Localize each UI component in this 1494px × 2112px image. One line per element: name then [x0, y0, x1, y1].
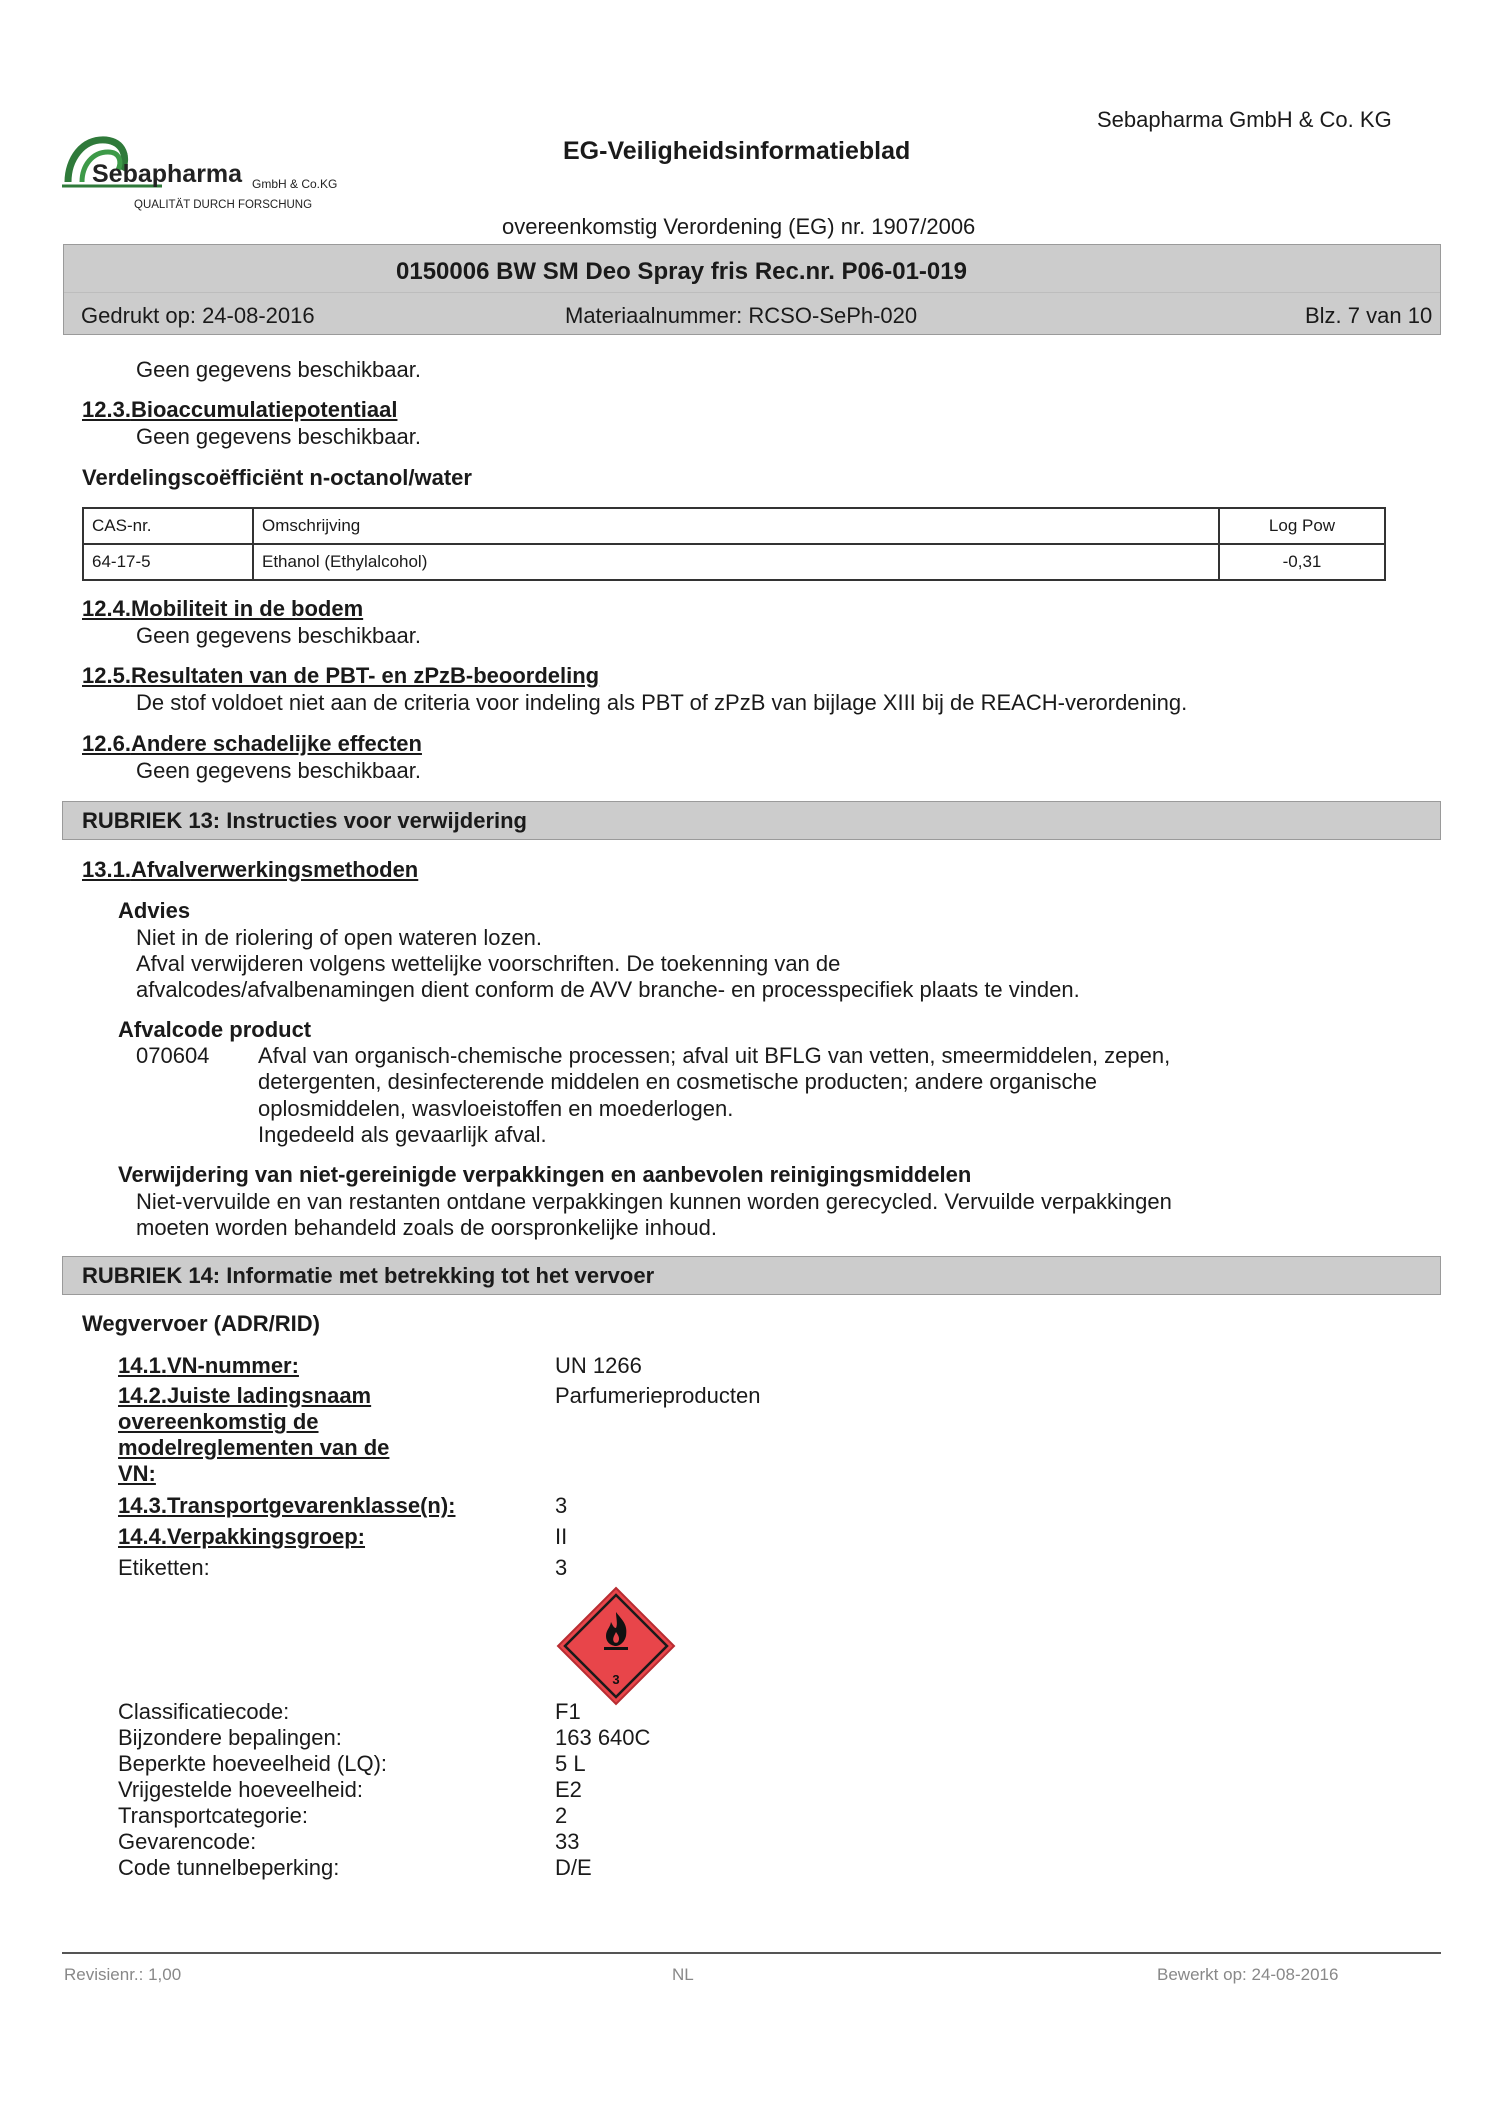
detail-value: D/E — [555, 1855, 592, 1880]
language-code: NL — [672, 1965, 694, 1984]
regulation-reference: overeenkomstig Verordening (EG) nr. 1907/2006 — [502, 214, 976, 239]
section-title-line: VN: — [118, 1461, 156, 1486]
table-cell: 64-17-5 — [83, 544, 253, 580]
advies-line: Niet in de riolering of open wateren lozen. — [136, 925, 543, 950]
company-logo — [62, 130, 362, 215]
section-number: 12.3. — [82, 397, 131, 422]
section-12-6-heading — [82, 731, 422, 757]
detail-label: Code tunnelbeperking: — [118, 1855, 340, 1880]
section-title-line: overeenkomstig de — [118, 1409, 319, 1434]
detail-label: Classificatiecode: — [118, 1699, 290, 1724]
hazard-class-value: 3 — [555, 1493, 568, 1518]
page-number: Blz. 7 van 10 — [1305, 303, 1433, 328]
rubriek-13-title: RUBRIEK 13: Instructies voor verwijdering — [82, 808, 527, 833]
detail-value: 163 640C — [555, 1725, 651, 1750]
section-title: Andere schadelijke effecten — [130, 731, 422, 756]
section-number: 14.3. — [118, 1493, 167, 1518]
detail-label: Gevarencode: — [118, 1829, 257, 1854]
company-name: Sebapharma GmbH & Co. KG — [1097, 107, 1392, 132]
table-header-cell: Log Pow — [1219, 508, 1385, 544]
detail-value: 2 — [555, 1803, 568, 1828]
section-number: 14.1. — [118, 1353, 167, 1378]
printed-date: Gedrukt op: 24-08-2016 — [81, 303, 315, 328]
hazard-class-number: 3 — [612, 1672, 620, 1687]
detail-value: 5 L — [555, 1751, 586, 1776]
document-title: EG-Veiligheidsinformatieblad — [563, 137, 911, 165]
section-12-4-text: Geen gegevens beschikbaar. — [136, 623, 421, 648]
section-number: 14.2. — [118, 1383, 167, 1408]
section-title: Resultaten van de PBT- en zPzB-beoordeling — [130, 663, 600, 688]
section-title: Mobiliteit in de bodem — [130, 596, 364, 621]
product-name: 0150006 BW SM Deo Spray fris Rec.nr. P06-01-019 — [396, 258, 967, 285]
section-number: 12.6. — [82, 731, 131, 756]
carry-over-text: Geen gegevens beschikbaar. — [136, 357, 421, 382]
section-12-4-heading — [82, 596, 363, 622]
section-12-5-text: De stof voldoet niet aan de criteria voor indeling als PBT of zPzB van bijlage XIII bij de REACH-verordening. — [136, 690, 1188, 715]
footer-divider — [62, 1952, 1441, 1954]
table-row — [83, 544, 1385, 580]
detail-value: 33 — [555, 1829, 580, 1854]
afvalcode-line: Afval van organisch-chemische processen; afval uit BFLG van vetten, smeermiddelen, zepen, — [258, 1043, 1171, 1068]
labels-value: 3 — [555, 1555, 568, 1580]
flammable-liquid-label — [556, 1586, 676, 1706]
packaging-disposal-line: moeten worden behandeld zoals de oorspronkelijke inhoud. — [136, 1215, 717, 1240]
logo-brand: Sebapharma — [92, 160, 243, 188]
section-title: Juiste ladingsnaam — [166, 1383, 372, 1408]
afvalcode-line: detergenten, desinfecterende middelen en cosmetische producten; andere organische — [258, 1069, 1097, 1094]
packing-group-value: II — [555, 1524, 568, 1549]
advies-line: afvalcodes/afvalbenamingen dient conform de AVV branche- en processpecifiek plaats te vinden. — [136, 977, 1080, 1002]
shipping-name-value: Parfumerieproducten — [555, 1383, 761, 1408]
log-pow-table — [82, 507, 1386, 581]
table-header-row — [83, 508, 1385, 544]
section-title-line: modelreglementen van de — [118, 1435, 390, 1460]
section-title: Afvalverwerkingsmethoden — [130, 857, 419, 882]
packaging-disposal-heading: Verwijdering van niet-gereinigde verpakkingen en aanbevolen reinigingsmiddelen — [118, 1162, 972, 1187]
table-cell: Ethanol (Ethylalcohol) — [253, 544, 1219, 580]
detail-value: E2 — [555, 1777, 582, 1802]
logo-tagline: QUALITÄT DURCH FORSCHUNG — [134, 199, 313, 211]
detail-value: F1 — [555, 1699, 581, 1724]
detail-label: Beperkte hoeveelheid (LQ): — [118, 1751, 388, 1776]
afvalcode-line: Ingedeeld als gevaarlijk afval. — [258, 1122, 547, 1147]
section-12-3-heading — [82, 397, 397, 423]
section-12-3-text: Geen gegevens beschikbaar. — [136, 424, 421, 449]
section-12-6-text: Geen gegevens beschikbaar. — [136, 758, 421, 783]
material-number: Materiaalnummer: RCSO-SePh-020 — [565, 303, 918, 328]
logo-suffix: GmbH & Co.KG — [252, 177, 338, 191]
section-14-2-label — [118, 1383, 371, 1409]
section-13-1-heading — [82, 857, 418, 883]
packaging-disposal-line: Niet-vervuilde en van restanten ontdane verpakkingen kunnen worden gerecycled. Vervuilde verpakkingen — [136, 1189, 1172, 1214]
section-14-4-label — [118, 1524, 365, 1550]
section-title: Verpakkingsgroep: — [166, 1524, 366, 1549]
section-14-1-label — [118, 1353, 299, 1379]
section-title: VN-nummer: — [166, 1353, 299, 1378]
partition-coefficient-heading: Verdelingscoëfficiënt n-octanol/water — [82, 465, 472, 490]
detail-label: Vrijgestelde hoeveelheid: — [118, 1777, 364, 1802]
detail-label: Bijzondere bepalingen: — [118, 1725, 342, 1750]
section-number: 12.5. — [82, 663, 131, 688]
section-title: Transportgevarenklasse(n): — [166, 1493, 456, 1518]
labels-label: Etiketten: — [118, 1555, 210, 1580]
afvalcode-line: oplosmiddelen, wasvloeistoffen en moederlogen. — [258, 1096, 734, 1121]
section-14-3-label — [118, 1493, 455, 1519]
afvalcode-heading: Afvalcode product — [118, 1017, 312, 1042]
edited-date: Bewerkt op: 24-08-2016 — [1157, 1965, 1339, 1984]
table-header-cell: Omschrijving — [253, 508, 1219, 544]
table-cell: -0,31 — [1219, 544, 1385, 580]
advies-heading: Advies — [118, 898, 191, 923]
logo-swoosh-icon — [62, 130, 362, 215]
table-header-cell: CAS-nr. — [83, 508, 253, 544]
flame-hazard-icon — [556, 1586, 676, 1706]
rubriek-14-title: RUBRIEK 14: Informatie met betrekking tot het vervoer — [82, 1263, 655, 1288]
section-number: 12.4. — [82, 596, 131, 621]
detail-label: Transportcategorie: — [118, 1803, 308, 1828]
header-divider — [64, 292, 1440, 293]
afvalcode-number: 070604 — [136, 1043, 210, 1068]
revision-number: Revisienr.: 1,00 — [64, 1965, 182, 1984]
section-number: 14.4. — [118, 1524, 167, 1549]
un-number-value: UN 1266 — [555, 1353, 642, 1378]
advies-line: Afval verwijderen volgens wettelijke voorschriften. De toekenning van de — [136, 951, 841, 976]
section-title: Bioaccumulatiepotentiaal — [130, 397, 398, 422]
transport-mode-heading: Wegvervoer (ADR/RID) — [82, 1311, 320, 1336]
section-12-5-heading — [82, 663, 599, 689]
section-number: 13.1. — [82, 857, 131, 882]
